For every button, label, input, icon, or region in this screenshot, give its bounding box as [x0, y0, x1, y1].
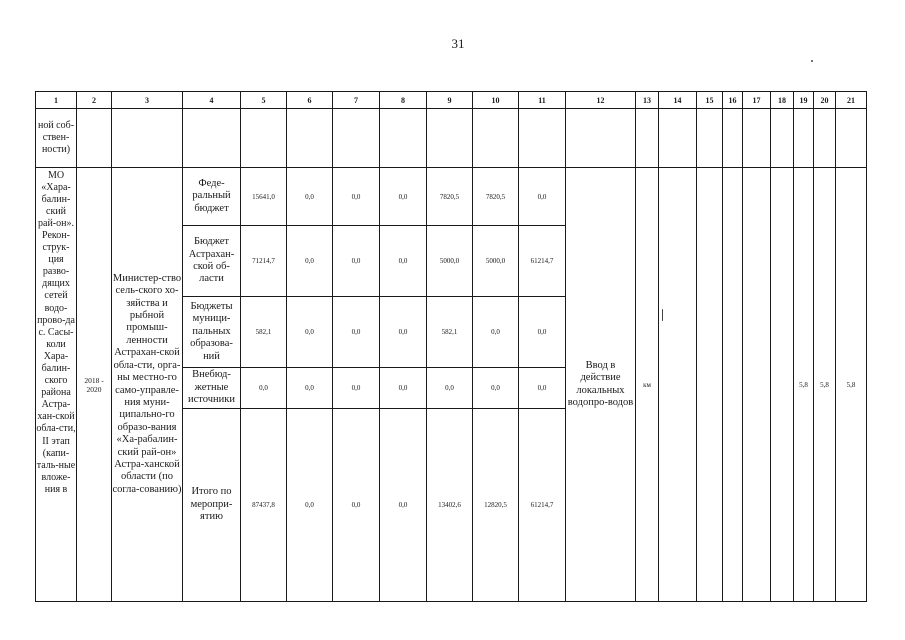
amount-cell: 582,1: [427, 297, 473, 368]
funding-row-federal: [36, 168, 867, 226]
funding-source-cell: Бюджеты муници-пальных образова-ний: [183, 297, 241, 368]
empty-cell: [241, 109, 287, 168]
empty-cell: [333, 109, 380, 168]
empty-cell: [771, 168, 794, 602]
amount-cell: 0,0: [380, 168, 427, 226]
empty-cell: [636, 109, 659, 168]
empty-cell: [814, 109, 836, 168]
empty-cell: [427, 109, 473, 168]
empty-cell: [659, 168, 697, 602]
project-name-cell: [36, 168, 77, 602]
column-header: 5: [241, 92, 287, 109]
column-header: 17: [743, 92, 771, 109]
amount-cell: 0,0: [333, 368, 380, 409]
column-header: 19: [794, 92, 814, 109]
expected-result-cell: Ввод в действие локальных водопро-водов: [566, 168, 636, 602]
empty-cell: [723, 109, 743, 168]
amount-cell: 61214,7: [519, 409, 566, 602]
column-header: 20: [814, 92, 836, 109]
amount-cell: 0,0: [380, 409, 427, 602]
unit-cell: км: [636, 168, 659, 602]
column-number-row: [36, 92, 867, 109]
amount-cell: 13402,6: [427, 409, 473, 602]
amount-cell: 61214,7: [519, 226, 566, 297]
column-header: 10: [473, 92, 519, 109]
amount-cell: 0,0: [380, 368, 427, 409]
amount-cell: 0,0: [287, 409, 333, 602]
empty-cell: [697, 168, 723, 602]
empty-cell: [183, 109, 241, 168]
column-header: 3: [112, 92, 183, 109]
funding-source-cell: Внебюд-жетные источники: [183, 368, 241, 409]
column-header: 16: [723, 92, 743, 109]
amount-cell: 0,0: [473, 297, 519, 368]
empty-cell: [659, 109, 697, 168]
column-header: 18: [771, 92, 794, 109]
empty-cell: [723, 168, 743, 602]
empty-cell: [771, 109, 794, 168]
amount-cell: 0,0: [287, 368, 333, 409]
indicator-value-cell: 5,8: [794, 168, 814, 602]
amount-cell: 15641,0: [241, 168, 287, 226]
page-number: 31: [451, 36, 465, 51]
column-header: 12: [566, 92, 636, 109]
project-years-cell: 2018 - 2020: [77, 168, 112, 602]
amount-cell: 0,0: [287, 168, 333, 226]
empty-cell: [697, 109, 723, 168]
column-header: 1: [36, 92, 77, 109]
amount-cell: 0,0: [519, 168, 566, 226]
amount-cell: 87437,8: [241, 409, 287, 602]
continuation-ownership-cell: ной соб-ствен-ности): [36, 109, 77, 168]
budget-table: [35, 91, 867, 602]
amount-cell: 0,0: [241, 368, 287, 409]
project-executor-cell: Министер-ство сель-ского хо-зяйства и рыбной промыш-ленности Астрахан-ской обла-сти, орга-ны местно-го само-управле-ния муни-ципально-го образо-вания «Ха-рабалин-ский рай-он» Астра-ханской области (по согла-сованию): [112, 168, 183, 602]
empty-cell: [566, 109, 636, 168]
project-name-text: МО «Хара-балин-ский рай-он». Рекон-струк-ция разво-дящих сетей водо-прово-да с. Сасы-коли Хара-балин-ского района Астра-хан-ской обла-сти, II этап (капи-таль-ные вложе-ния в: [36, 169, 76, 495]
amount-cell: 7820,5: [473, 168, 519, 226]
funding-source-cell: Бюджет Астрахан-ской об-ласти: [183, 226, 241, 297]
indicator-value-cell: 5,8: [814, 168, 836, 602]
funding-source-cell: Итого по меропри-ятию: [183, 409, 241, 602]
amount-cell: 0,0: [380, 226, 427, 297]
column-header: 9: [427, 92, 473, 109]
column-header: 11: [519, 92, 566, 109]
empty-cell: [794, 109, 814, 168]
amount-cell: 0,0: [287, 226, 333, 297]
amount-cell: 71214,7: [241, 226, 287, 297]
empty-cell: [380, 109, 427, 168]
amount-cell: 0,0: [427, 368, 473, 409]
continuation-row: [36, 109, 867, 168]
empty-cell: [112, 109, 183, 168]
amount-cell: 0,0: [519, 368, 566, 409]
empty-cell: [77, 109, 112, 168]
column-header: 2: [77, 92, 112, 109]
column-header: 15: [697, 92, 723, 109]
column-header: 13: [636, 92, 659, 109]
amount-cell: 0,0: [333, 226, 380, 297]
amount-cell: 0,0: [380, 297, 427, 368]
empty-cell: [287, 109, 333, 168]
amount-cell: 7820,5: [427, 168, 473, 226]
amount-cell: 582,1: [241, 297, 287, 368]
empty-cell: [743, 168, 771, 602]
amount-cell: 0,0: [519, 297, 566, 368]
amount-cell: 0,0: [287, 297, 333, 368]
amount-cell: 0,0: [333, 168, 380, 226]
amount-cell: 5000,0: [427, 226, 473, 297]
amount-cell: 5000,0: [473, 226, 519, 297]
scan-speck: [811, 60, 813, 62]
empty-cell: [473, 109, 519, 168]
amount-cell: 0,0: [473, 368, 519, 409]
column-header: 6: [287, 92, 333, 109]
indicator-value-cell: 5,8: [836, 168, 867, 602]
amount-cell: 0,0: [333, 409, 380, 602]
column-header: 4: [183, 92, 241, 109]
funding-source-cell: Феде-ральный бюджет: [183, 168, 241, 226]
amount-cell: 0,0: [333, 297, 380, 368]
empty-cell: [519, 109, 566, 168]
empty-cell: [836, 109, 867, 168]
column-header: 21: [836, 92, 867, 109]
column-header: 7: [333, 92, 380, 109]
column-header: 14: [659, 92, 697, 109]
empty-cell: [743, 109, 771, 168]
amount-cell: 12820,5: [473, 409, 519, 602]
column-header: 8: [380, 92, 427, 109]
